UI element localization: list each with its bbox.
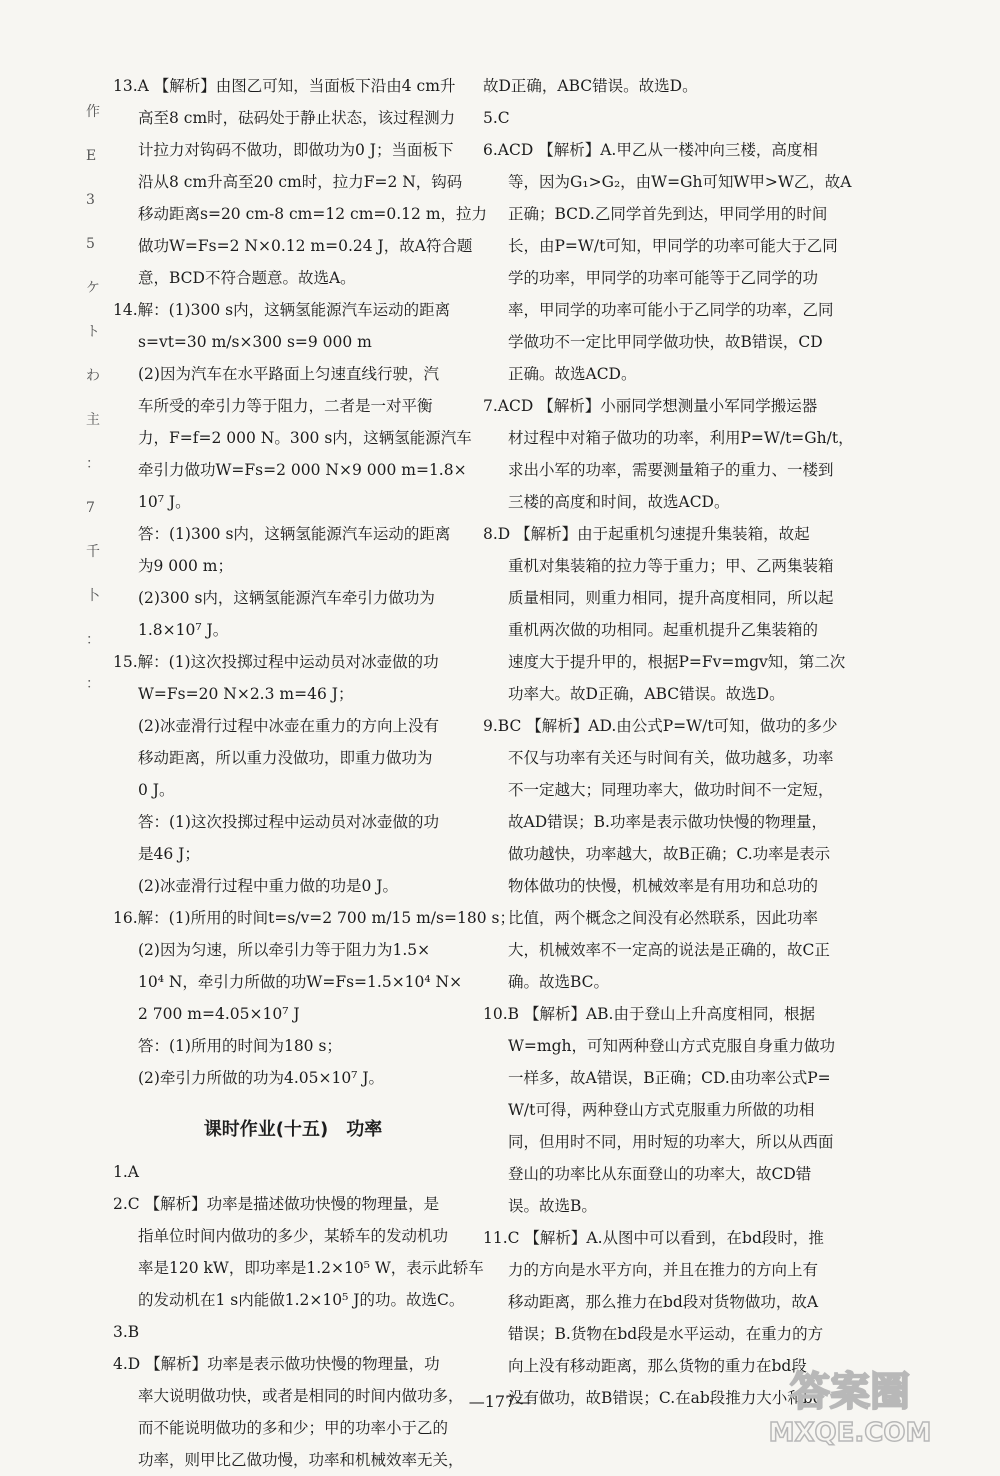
answer-line: 等，因为G₁>G₂，由W=Gh可知W甲>W乙，故A [508,173,852,191]
answer-line: 高至8 cm时，砝码处于静止状态，该过程测力 [138,109,456,127]
answer-line: 求出小军的功率，需要测量箱子的重力、一楼到 [508,461,834,479]
answer-line: 功率，则甲比乙做功慢，功率和机械效率无关， [138,1451,464,1469]
answer-line: 1.A [113,1163,139,1181]
answer-line: (2)因为汽车在水平路面上匀速直线行驶，汽 [138,365,439,383]
answer-line: 3.B [113,1323,140,1341]
answer-item [113,294,473,646]
answer-line: W/t可得，两种登山方式克服重力所做的功相 [508,1101,815,1119]
answer-line: 2 700 m=4.05×10⁷ J [138,1005,300,1023]
answer-item [483,70,843,102]
answer-line: 10⁴ N，牵引力所做的功W=Fs=1.5×10⁴ N× [138,973,463,991]
answer-line: 质量相同，则重力相同，提升高度相同，所以起 [508,589,834,607]
answer-line: 答：(1)300 s内，这辆氢能源汽车运动的距离 [138,525,451,543]
answer-line: 车所受的牵引力等于阻力，二者是一对平衡 [138,397,433,415]
answer-line: 率，甲同学的功率可能小于乙同学的功率，乙同 [508,301,834,319]
answer-line: 没有做功，故B错误；C.在ab段推力大小和bd [508,1389,823,1407]
answer-item [113,646,473,902]
answer-line: 而不能说明做功的多和少；甲的功率小于乙的 [138,1419,449,1437]
answer-line: 材过程中对箱子做功的功率，利用P=W/t=Gh/t， [508,429,854,447]
section-heading: 课时作业(十五) 功率 [203,1119,383,1140]
answer-line: 答：(1)所用的时间为180 s； [138,1037,342,1055]
answer-line: 重机两次做的功相同。起重机提升乙集装箱的 [508,621,819,639]
answer-line: (2)300 s内，这辆氢能源汽车牵引力做功为 [138,589,435,607]
answer-line: 误。故选B。 [508,1197,597,1215]
answer-line: 学做功不一定比甲同学做功快，故B错误，CD [508,333,823,351]
answer-line: 7.ACD 【解析】小丽同学想测量小军同学搬运器 [483,397,818,415]
answer-line: 11.C 【解析】A.从图中可以看到，在bd段时，推 [483,1229,824,1247]
answer-item [483,134,852,390]
answer-line: 重机对集装箱的拉力等于重力；甲、乙两集装箱 [508,557,834,575]
left-edge-marks: 作 E 3 5 ケ ト わ 主 ： 7 千 卜 ： ： [86,104,100,692]
answer-line: 力的方向是水平方向，并且在推力的方向上有 [508,1261,819,1279]
answer-line: 1.8×10⁷ J。 [138,621,229,639]
answer-item [113,902,515,1094]
answer-line: 移动距离，那么推力在bd段对货物做功，故A [508,1293,819,1311]
answer-line: 向上没有移动距离，那么货物的重力在bd段 [508,1357,807,1375]
answer-line: 0 J。 [138,781,175,799]
answer-line: 计拉力对钩码不做功，即做功为0 J；当面板下 [138,141,454,159]
answer-line: 不一定越大；同理功率大，做功时间不一定短， [508,781,834,799]
answer-line: 13.A 【解析】由图乙可知，当面板下沿由4 cm升 [113,77,456,95]
answer-line: 10⁷ J。 [138,493,191,511]
answer-item [113,1156,473,1188]
answer-line: 2.C 【解析】功率是描述做功快慢的物理量，是 [113,1195,440,1213]
answer-line: W=mgh，可知两种登山方式克服自身重力做功 [508,1037,836,1055]
answer-line: 做功越快，功率越大，故B正确；C.功率是表示 [508,845,831,863]
answer-line: (2)冰壶滑行过程中冰壶在重力的方向上没有 [138,717,439,735]
answer-line: 三楼的高度和时间，故选ACD。 [508,493,730,511]
watermark-line2: MXQE.COM [768,1418,932,1448]
answer-line: 速度大于提升甲的，根据P=Fv=mgv知，第二次 [508,653,846,671]
answer-item [483,390,854,518]
answer-line: 不仅与功率有关还与时间有关，做功越多，功率 [508,749,834,767]
answer-line: (2)冰壶滑行过程中重力做的功是0 J。 [138,877,398,895]
answer-line: 长，由P=W/t可知，甲同学的功率可能大于乙同 [508,237,838,255]
answer-line: 为9 000 m； [138,557,233,575]
answer-line: 是46 J； [138,845,200,863]
answer-line: 比值，两个概念之间没有必然联系，因此功率 [508,909,819,927]
answer-line: s=vt=30 m/s×300 s=9 000 m [138,333,372,351]
answer-item [113,1316,473,1348]
answer-line: 确。故选BC。 [508,973,610,991]
answer-line: 故AD错误；B.功率是表示做功快慢的物理量， [508,813,827,831]
answer-line: 的发动机在1 s内能做1.2×10⁵ J的功。故选C。 [138,1291,465,1309]
answer-line: 力，F=f=2 000 N。300 s内，这辆氢能源汽车 [138,429,472,447]
answer-line: 答：(1)这次投掷过程中运动员对冰壶做的功 [138,813,439,831]
answer-line: 错误；B.货物在bd段是水平运动，在重力的方 [508,1325,824,1343]
answer-line: 一样多，故A错误，B正确；CD.由功率公式P= [508,1069,831,1087]
answer-line: 6.ACD 【解析】A.甲乙从一楼冲向三楼，高度相 [483,141,818,159]
answer-line: W=Fs=20 N×2.3 m=46 J； [138,685,354,703]
answer-line: 正确。故选ACD。 [508,365,637,383]
answer-line: 功率大。故D正确，ABC错误。故选D。 [508,685,785,703]
answer-line: (2)因为匀速，所以牵引力等于阻力为1.5× [138,941,431,959]
answer-line: 移动距离，所以重力没做功，即重力做功为 [138,749,433,767]
answer-item [113,1348,473,1476]
answer-line: 16.解：(1)所用的时间t=s/v=2 700 m/15 m/s=180 s； [113,909,515,927]
answer-item [483,102,843,134]
answer-line: 沿从8 cm升高至20 cm时，拉力F=2 N，钩码 [138,173,463,191]
answer-line: 意，BCD不符合题意。故选A。 [138,269,356,287]
answer-line: 大，机械效率不一定高的说法是正确的，故C正 [508,941,830,959]
answer-line: 10.B 【解析】AB.由于登山上升高度相同，根据 [483,1005,815,1023]
answer-line: (2)牵引力所做的功为4.05×10⁷ J。 [138,1069,385,1087]
answer-line: 9.BC 【解析】AD.由公式P=W/t可知，做功的多少 [483,717,838,735]
answer-item [483,710,843,998]
answer-item [483,518,846,710]
answer-line: 物体做功的快慢，机械效率是有用功和总功的 [508,877,819,895]
answer-line: 5.C [483,109,510,127]
answer-line: 率是120 kW，即功率是1.2×10⁵ W，表示此轿车 [138,1259,484,1277]
answer-line: 14.解：(1)300 s内，这辆氢能源汽车运动的距离 [113,301,451,319]
answer-line: 4.D 【解析】功率是表示做功快慢的物理量，功 [113,1355,440,1373]
answer-line: 指单位时间内做功的多少，某轿车的发动机功 [138,1227,449,1245]
answer-line: 同，但用时不同，用时短的功率大，所以从西面 [508,1133,834,1151]
answer-item [113,70,488,294]
answer-line: 正确；BCD.乙同学首先到达，甲同学用的时间 [508,205,828,223]
page-number: —177— [468,1392,532,1411]
answer-line: 牵引力做功W=Fs=2 000 N×9 000 m=1.8× [138,461,467,479]
answer-line: 移动距离s=20 cm-8 cm=12 cm=0.12 m，拉力 [138,205,488,223]
answer-line: 率大说明做功快，或者是相同的时间内做功多， [138,1387,464,1405]
answer-line: 8.D 【解析】由于起重机匀速提升集装箱，故起 [483,525,810,543]
watermark-line1: 答案圈 [790,1369,910,1415]
answer-line: 故D正确，ABC错误。故选D。 [483,77,698,95]
answer-line: 15.解：(1)这次投掷过程中运动员对冰壶做的功 [113,653,439,671]
watermark-logo [750,1353,950,1453]
answer-line: 登山的功率比从东面登山的功率大，故CD错 [508,1165,812,1183]
answer-line: 做功W=Fs=2 N×0.12 m=0.24 J，故A符合题 [138,237,473,255]
answer-line: 学的功率，甲同学的功率可能等于乙同学的功 [508,269,819,287]
answer-item [113,1188,484,1316]
answer-item [483,998,843,1222]
